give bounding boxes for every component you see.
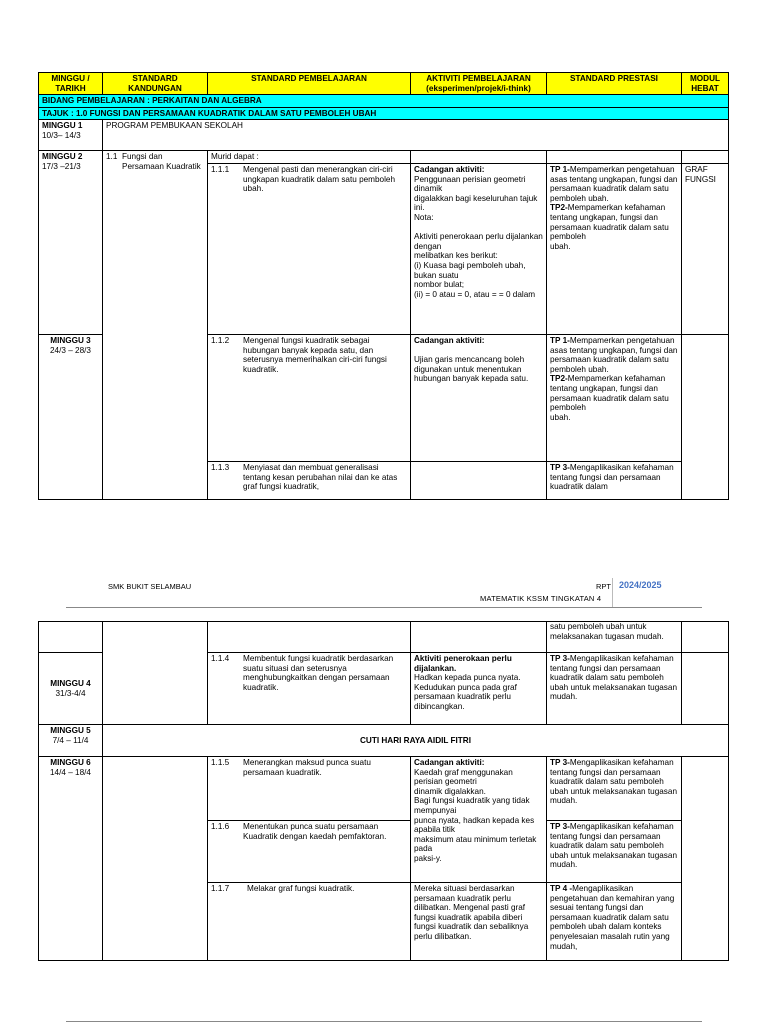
tp-label: TP 4 - [550,884,573,893]
week-label: MINGGU 3 [50,335,91,345]
aktiviti-text: Ujian garis mencancang boleh digunakan untuk menentukan hubungan banyak kepada satu. [414,355,529,384]
tajuk: TAJUK : 1.0 FUNGSI DAN PERSAMAAN KUADRATIK DALAM SATU PEMBOLEH UBAH [39,107,729,120]
aktiviti-line: melibatkan kes berikut: [414,251,498,261]
sp-code: 1.1.4 [211,654,230,663]
prestasi-cell [547,883,682,961]
table-row [39,757,729,821]
week-cell [39,334,103,499]
aktiviti-line: digalakkan bagi keseluruhan tajuk ini. [414,193,538,213]
aktiviti-line: Bagi fungsi kuadratik yang tidak mempunyai [414,796,530,815]
tp-label: TP 3- [550,462,570,472]
sp-text: Mengenal pasti dan menerangkan ciri-ciri ungkapan kuadratik dalam satu pemboleh ubah. [243,164,396,194]
tp-text: Mengaplikasikan kefahaman tentang fungsi dan persamaan kuadratik dalam satu pemboleh ubah untuk melaksanakan tugasan mudah. [550,822,677,870]
aktiviti-line: punca nyata, hadkan kepada kes apabila titik [414,815,535,835]
tp-text: Mempamerkan kefahaman tentang ungkapan, fungsi dan persamaan kuadratik dalam satu pemboleh [550,374,669,413]
standard-kandungan-cell [103,151,208,335]
year-label: 2024/2025 [619,580,662,590]
aktiviti-cell [411,163,547,334]
header-divider [612,578,613,608]
bidang-row [39,95,729,108]
prestasi-cell [547,757,682,821]
sp-text: Menyiasat dan membuat generalisasi tentang kesan perubahan nilai dan ke atas graf fungsi kuadratik, [243,462,398,492]
col-header-aktiviti: AKTIVITI PEMBELAJARAN (eksperimen/projek/i-think) [411,73,547,95]
tp-label: TP 3- [550,654,570,663]
aktiviti-line: (ii) = 0 atau = 0, atau = = 0 dalam [414,289,536,299]
week-label: MINGGU 2 [42,152,83,162]
table-row [39,151,729,164]
school-name: SMK BUKIT SELAMBAU [108,582,192,591]
table-row [39,725,729,757]
sk-code: 1.1 [106,152,118,162]
aktiviti-title: Cadangan aktiviti: [414,335,485,345]
prestasi-cell [547,653,682,725]
tajuk-row [39,107,729,120]
week-cell [39,120,103,151]
sp-text: Menentukan punca suatu persamaan Kuadratik dengan kaedah pemfaktoran. [243,822,387,841]
sp-code: 1.1.2 [211,335,230,345]
subject-label: MATEMATIK KSSM TINGKATAN 4 [480,594,602,603]
tp-label: TP2- [550,203,568,213]
col-header-standard-pembelajaran: STANDARD PEMBELAJARAN [208,73,411,95]
col-header-minggu: MINGGU / TARIKH [39,73,103,95]
sp-code: 1.1.7 [211,884,230,893]
sp-cell [208,883,411,961]
tp-label: TP 1- [550,335,570,345]
sp-text: Membentuk fungsi kuadratik berdasarkan suatu situasi dan seterusnya menghubungkaitkan dengan persamaan kuadratik. [243,654,394,692]
tp-text: Mempamerkan kefahaman tentang ungkapan, fungsi dan persamaan kuadratik dalam satu pemboleh [550,203,669,242]
col-header-standard-kandungan: STANDARD KANDUNGAN [103,73,208,95]
tp-label: TP2- [550,374,568,384]
week-cell [39,757,103,961]
aktiviti-line: Aktiviti penerokaan perlu dijalankan dengan [414,232,543,251]
sp-cell [208,653,411,725]
sp-text: Melakar graf fungsi kuadratik. [247,884,355,893]
week-date: 31/3-4/4 [55,688,86,698]
tp-label: TP 3- [550,758,570,767]
tp-text: Mengaplikasikan kefahaman tentang fungsi dan persamaan kuadratik dalam [550,462,674,492]
prestasi-cell [547,461,682,499]
rpt-table-page1 [38,72,729,500]
sp-cell [208,163,411,334]
prestasi-cell [547,334,682,461]
col-header-standard-prestasi: STANDARD PRESTASI [547,73,682,95]
table-header-row [39,73,729,95]
rpt-label: RPT [596,582,611,591]
tp-label: TP 1- [550,164,570,174]
tp-text: Mengaplikasikan kefahaman tentang fungsi dan persamaan kuadratik dalam satu pemboleh ubah untuk melaksanakan tugasan mudah. [550,758,677,806]
prestasi-continuation: satu pemboleh ubah untuk melaksanakan tugasan mudah. [547,622,682,653]
rpt-table-page2 [38,621,729,961]
holiday-text: CUTI HARI RAYA AIDIL FITRI [103,725,729,757]
tp-text: Mengaplikasikan pengetahuan dan kemahiran yang sesuai tentang fungsi dan persamaan kuadratik dalam satu pemboleh ubah dalam konteks penyelesaian masalah rutin yang mudah, [550,884,675,951]
sp-code: 1.1.1 [211,164,230,174]
table-row [39,334,729,461]
week-date: 7/4 – 11/4 [52,735,89,745]
sp-text: Mengenal fungsi kuadratik sebagai hubungan banyak kepada satu, dan seterusnya memerihalkan ciri-ciri fungsi kuadratik. [243,335,387,374]
aktiviti-cell [411,883,547,961]
modul-hebat-cell: GRAF FUNGSI [682,163,729,334]
week-date: 10/3– 14/3 [42,130,81,140]
sp-cell [208,821,411,883]
week-date: 14/4 – 18/4 [50,767,91,777]
running-header [66,578,702,608]
col-header-modul-hebat: MODUL HEBAT [682,73,729,95]
sp-cell [208,461,411,499]
sp-cell [208,757,411,821]
tp-text: ubah. [550,412,571,422]
week-cell [39,725,103,757]
tp-text: Mengaplikasikan kefahaman tentang fungsi dan persamaan kuadratik dalam satu pemboleh ubah untuk melaksanakan tugasan mudah. [550,654,677,702]
week-label: MINGGU 5 [50,726,91,735]
week-label: MINGGU 6 [50,758,91,767]
header-rule [66,607,702,608]
sp-cell [208,334,411,461]
aktiviti-text: Mereka situasi berdasarkan persamaan kuadratik perlu dilibatkan. Mengenal pasti graf fungsi kuadratik apabila diberi fungsi kuadratik dan sebaliknya perlu dilibatkan. [414,884,529,941]
aktiviti-cell [411,757,547,883]
table-row [39,120,729,151]
aktiviti-line: nombor bulat; [414,280,465,290]
week-date: 24/3 – 28/3 [50,345,91,355]
prestasi-cell [547,821,682,883]
aktiviti-line: dinamik digalakkan. [414,786,486,796]
sp-code: 1.1.6 [211,822,230,831]
program-text: PROGRAM PEMBUKAAN SEKOLAH [103,120,729,151]
footer-rule [66,1021,702,1022]
aktiviti-cell [411,334,547,461]
week-label: MINGGU 1 [42,121,83,131]
aktiviti-text: Hadkan kepada punca nyata. Kedudukan punca pada graf persamaan kuadratik perlu dibincangkan. [414,673,521,711]
tp-text: ubah. [550,241,571,251]
week-date: 17/3 –21/3 [42,161,81,171]
aktiviti-line: (i) Kuasa bagi pemboleh ubah, bukan suatu [414,260,526,280]
week-cell [39,653,103,725]
tp-text: pemboleh ubah. [550,364,609,374]
aktiviti-line: maksimum atau minimum terletak pada [414,834,537,854]
murid-dapat: Murid dapat : [208,151,411,164]
aktiviti-line: Kaedah graf menggunakan perisian geometri [414,767,513,787]
tp-label: TP 3- [550,822,570,831]
tp-text: pemboleh ubah. [550,193,609,203]
aktiviti-title: Aktiviti penerokaan perlu dijalankan. [414,654,512,673]
week-label: MINGGU 4 [50,678,91,688]
aktiviti-title: Cadangan aktiviti: [414,758,485,767]
prestasi-cell [547,163,682,334]
bidang-pembelajaran: BIDANG PEMBELAJARAN : PERKAITAN DAN ALGEBRA [39,95,729,108]
sp-code: 1.1.3 [211,462,230,472]
sp-code: 1.1.5 [211,758,230,767]
sk-text: Fungsi dan Persamaan Kuadratik [122,152,201,171]
table-row [39,622,729,653]
aktiviti-title: Cadangan aktiviti: [414,164,485,174]
tp-text: Mempamerkan pengetahuan asas tentang ungkapan, fungsi dan persamaan kuadratik dalam satu [550,335,678,365]
sp-text: Menerangkan maksud punca suatu persamaan kuadratik. [243,758,371,777]
aktiviti-line: Nota: [414,212,434,222]
aktiviti-cell [411,653,547,725]
table-row [39,653,729,725]
aktiviti-line: paksi-y. [414,853,442,863]
aktiviti-line: Penggunaan perisian geometri dinamik [414,174,526,194]
tp-text: Mempamerkan pengetahuan asas tentang ungkapan, fungsi dan persamaan kuadratik dalam satu [550,164,678,194]
week-cell [39,151,103,335]
